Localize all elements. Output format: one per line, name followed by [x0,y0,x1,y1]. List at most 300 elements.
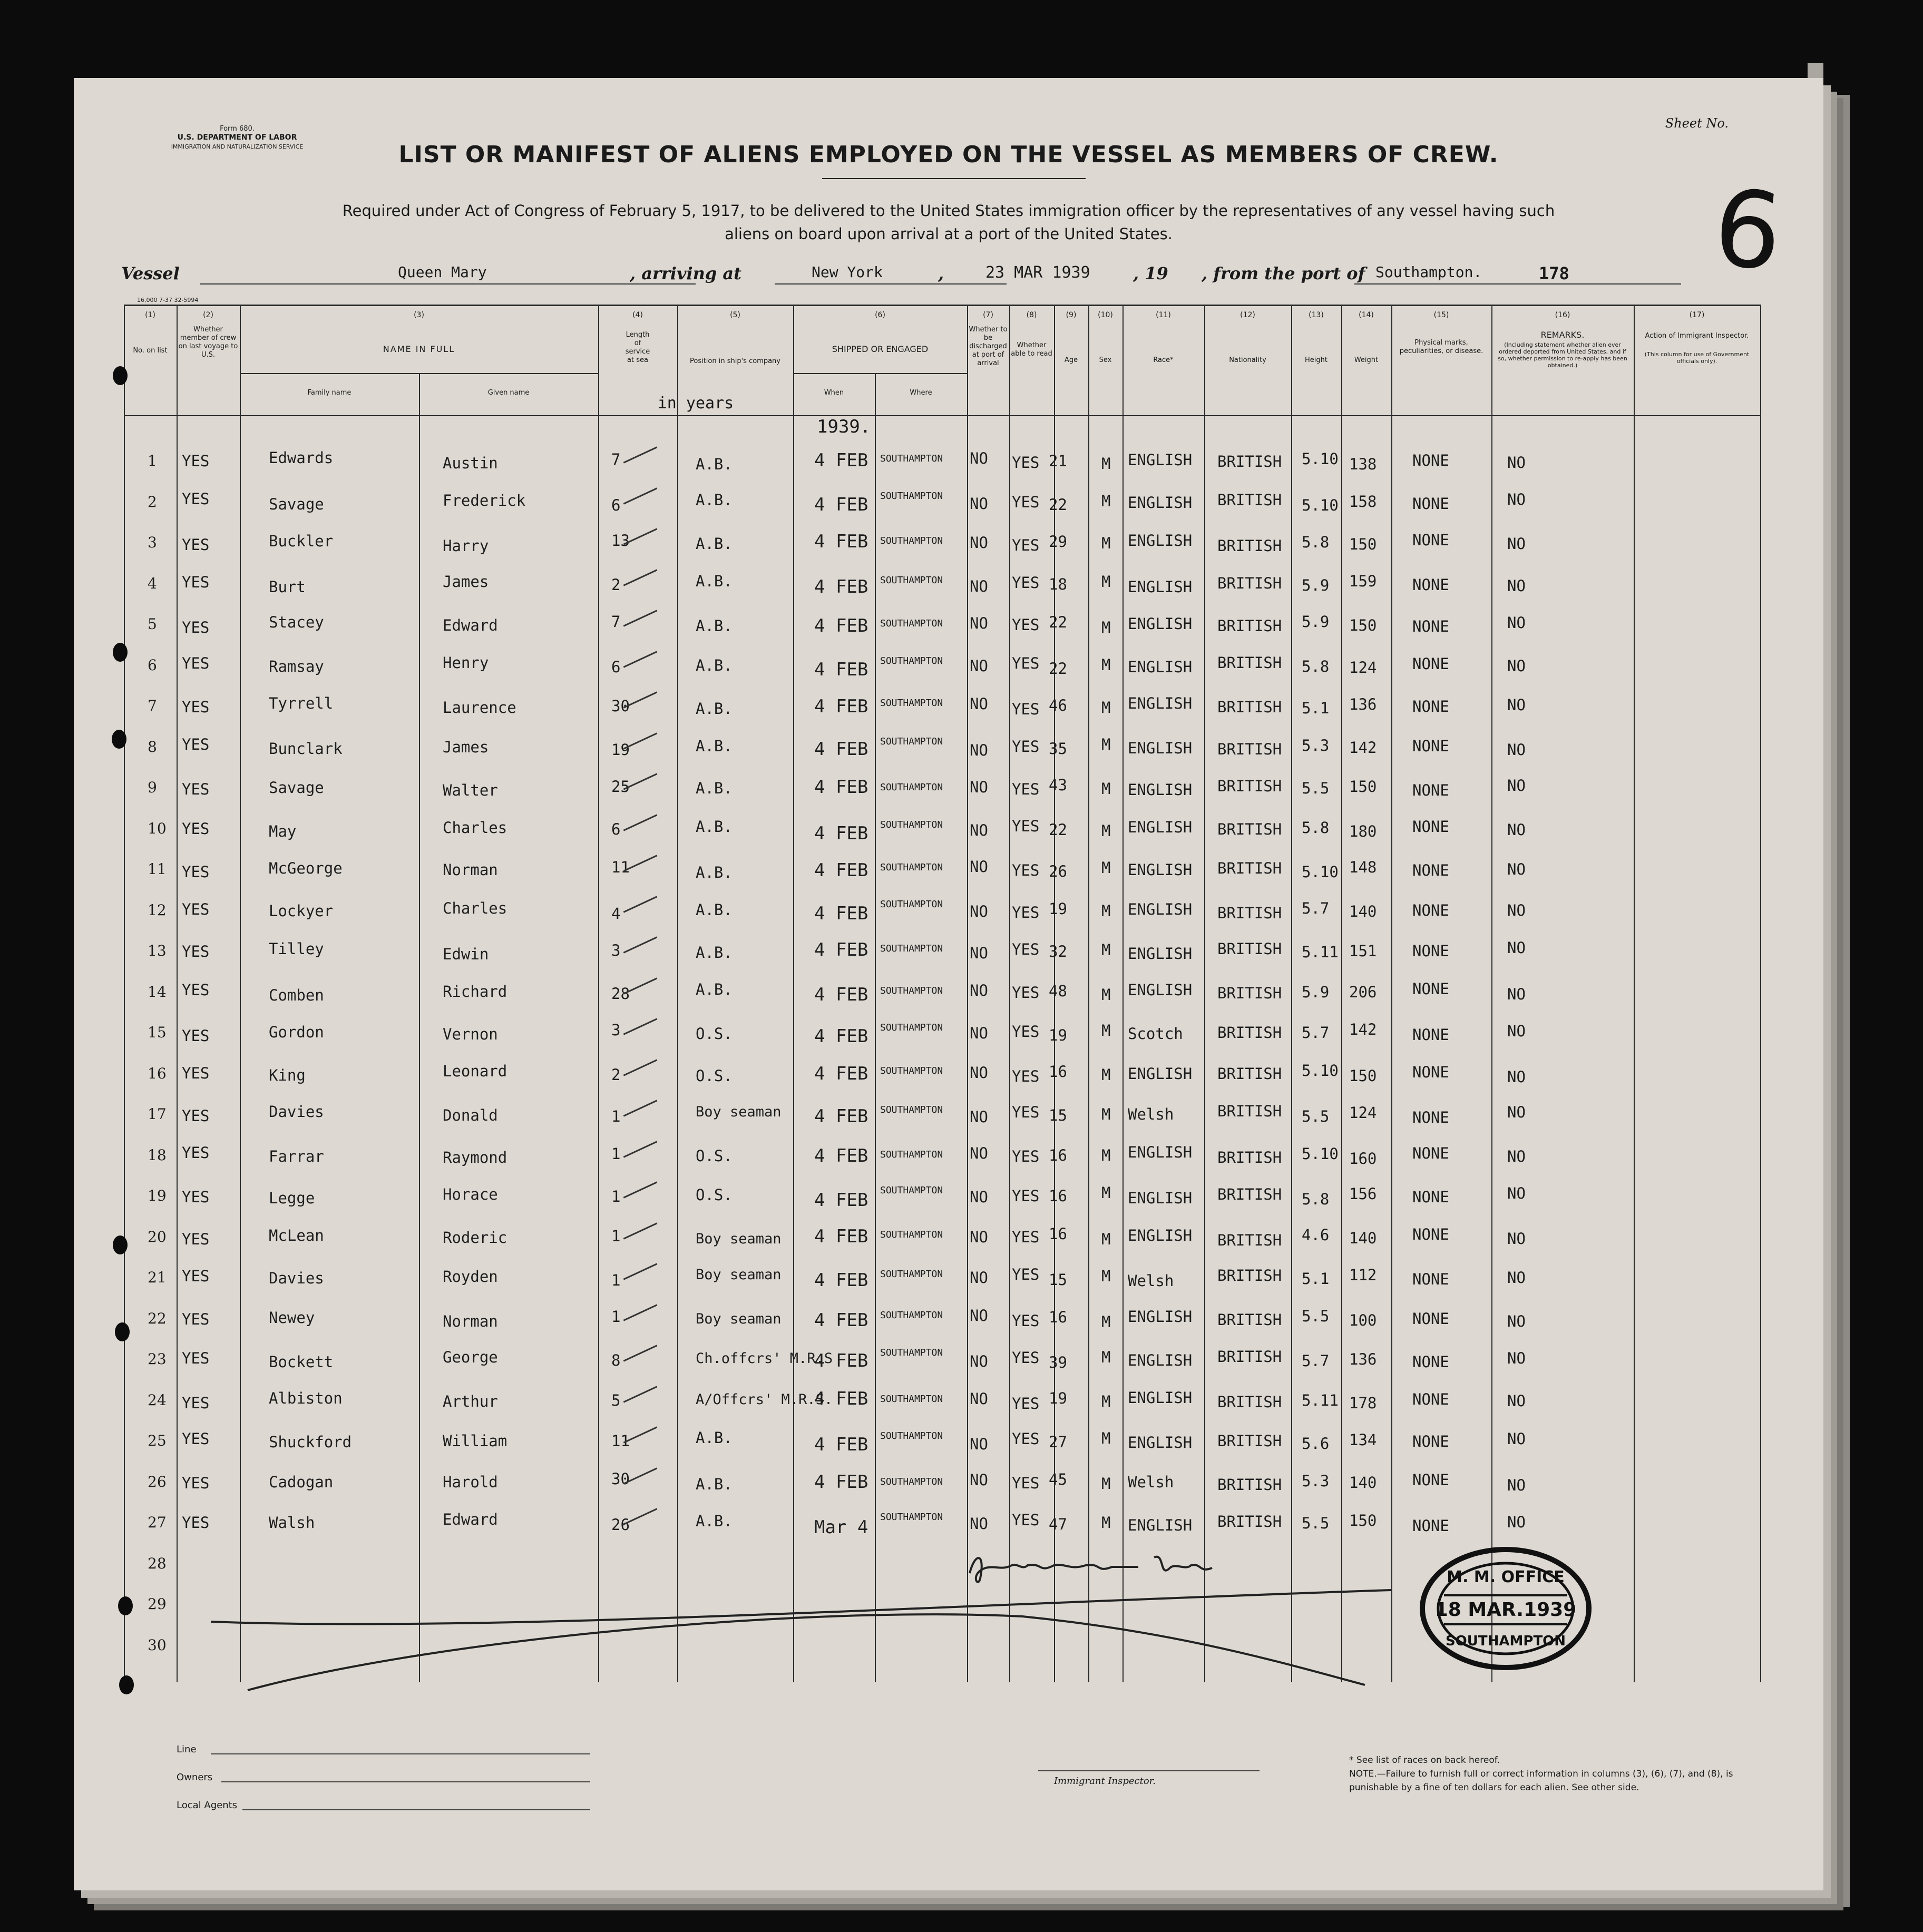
cell-remarks: NO [1507,576,1526,595]
col-label-weight: Weight [1354,356,1379,364]
cell-height: 5.9 [1302,576,1330,594]
cell-service: 1 [611,1144,621,1163]
cell-service: 1 [611,1271,621,1289]
cell-given: Charles [443,818,507,837]
cell-marks: NONE [1412,1433,1449,1450]
cell-when: 4 FEB [814,1350,868,1371]
col-label-read: Whether able to read [1011,341,1052,358]
cell-marks: NONE [1412,654,1449,673]
row-number: 18 [148,1146,167,1164]
cell-nationality: BRITISH [1217,491,1282,509]
check-mark [623,936,658,953]
table-row [74,1131,1823,1171]
cell-nationality: BRITISH [1217,1102,1282,1120]
check-mark [623,1263,658,1280]
col-number-c16: (16) [1555,311,1570,319]
table-row [74,518,1823,558]
cell-sex: M [1101,1230,1111,1248]
cell-sex: M [1101,1392,1111,1410]
cell-where: SOUTHAMPTON [880,985,943,996]
col-label-service: Length of service at sea [625,331,650,364]
cell-when: 4 FEB [814,860,868,881]
cell-weight: 160 [1349,1149,1377,1168]
cell-height: 5.7 [1302,1024,1330,1042]
cell-given: Edwin [443,945,489,963]
cell-when: 4 FEB [814,1106,868,1127]
line-rule [211,1753,590,1754]
col-number-c1: (1) [145,311,155,319]
cell-family: Legge [269,1189,315,1207]
cell-where: SOUTHAMPTON [880,1065,943,1076]
cell-when: 4 FEB [814,1388,868,1409]
row-number: 21 [148,1269,167,1286]
cell-where: SOUTHAMPTON [880,943,943,954]
cell-position: Ch.offcrs' M.R.S [696,1350,833,1367]
table-row [74,1498,1823,1538]
cell-position: Boy seaman [696,1104,782,1120]
cell-weight: 142 [1349,1021,1377,1038]
cell-race: ENGLISH [1128,451,1193,469]
cell-weight: 112 [1349,1266,1377,1284]
cell-marks: NONE [1412,1309,1449,1328]
cell-position: A.B. [696,700,733,718]
cell-given: Harry [443,537,489,555]
cell-read: YES [1012,1067,1040,1085]
vessel-name: Queen Mary [398,263,487,281]
cell-weight: 140 [1349,1229,1377,1247]
cell-when: 4 FEB [814,1270,868,1291]
departure-port: Southampton. [1375,263,1482,281]
cell-sex: M [1101,1184,1111,1202]
cell-when: 4 FEB [814,903,868,924]
check-mark [623,1181,658,1198]
col-number-c9: (9) [1066,311,1077,319]
cell-race: Scotch [1128,1025,1183,1043]
cell-weight: 100 [1349,1311,1377,1329]
binder-hole [119,1675,134,1694]
cell-discharge: NO [970,902,988,920]
cell-weight: 124 [1349,1104,1377,1122]
cell-age: 22 [1049,659,1067,678]
sheet-no-label: Sheet No. [1665,116,1729,131]
cell-given: George [443,1348,498,1366]
shipped-subheader-rule [793,373,967,374]
owners-label: Owners [177,1772,213,1783]
cell-height: 5.10 [1302,1061,1339,1080]
cell-read: YES [1012,940,1040,958]
cell-weight: 140 [1349,902,1377,920]
cell-weight: 150 [1349,1512,1377,1529]
cell-age: 15 [1049,1271,1067,1289]
cell-weight: 140 [1349,1473,1377,1492]
check-mark [623,651,658,668]
cell-marks: NONE [1412,737,1449,755]
cell-weight: 142 [1349,738,1377,757]
row-number: 14 [148,983,167,1001]
cell-marks: NONE [1412,942,1449,960]
cell-nationality: BRITISH [1217,574,1282,592]
cell-service: 3 [611,1021,621,1039]
cell-service: 1 [611,1107,621,1125]
cell-prev: YES [182,698,210,716]
cell-family: Lockyer [269,901,334,920]
cell-service: 3 [611,942,621,959]
cell-height: 5.5 [1302,1514,1330,1532]
cell-when: 4 FEB [814,939,868,960]
cell-where: SOUTHAMPTON [880,819,943,830]
cell-height: 5.10 [1302,1144,1339,1163]
cell-race: ENGLISH [1128,1064,1193,1083]
cell-age: 16 [1049,1187,1067,1205]
cell-discharge: NO [970,695,988,713]
cell-prev: YES [182,1027,210,1045]
cell-prev: YES [182,1267,210,1285]
cell-weight: 180 [1349,822,1377,840]
arriving-label: , arriving at [630,263,741,283]
year-label: , 19 [1133,263,1168,283]
cell-marks: NONE [1412,617,1449,635]
table-row [74,681,1823,722]
cell-given: Norman [443,861,498,879]
cell-remarks: NO [1507,614,1526,632]
footnote-races: * See list of races on back hereof. [1349,1755,1500,1766]
cell-remarks: NO [1507,535,1526,553]
col-number-c2: (2) [203,311,213,319]
cell-height: 4.6 [1302,1225,1330,1244]
cell-height: 5.10 [1302,863,1339,881]
stamp-date: 18 MAR.1939 [1434,1599,1577,1621]
cell-age: 16 [1049,1224,1067,1243]
cell-position: A.B. [696,980,733,998]
subtitle-line-1: Required under Act of Congress of February 5, 1917, to be delivered to the United States immigration officer by the representatives of any vessel having such [342,202,1555,220]
cell-service: 2 [611,575,621,594]
cell-position: A.B. [696,1429,733,1447]
cell-remarks: NO [1507,1022,1526,1040]
cell-position: A.B. [696,864,733,881]
cell-race: ENGLISH [1128,1351,1193,1369]
cell-age: 16 [1049,1146,1067,1164]
cell-marks: NONE [1412,781,1449,799]
cell-given: Norman [443,1312,498,1330]
cell-given: Arthur [443,1392,498,1410]
cell-service: 4 [611,904,621,923]
cell-where: SOUTHAMPTON [880,698,943,709]
check-mark [623,1304,658,1321]
cell-marks: NONE [1412,1063,1449,1081]
cell-age: 35 [1049,739,1067,758]
col-label-action: Action of Immigrant Inspector. [1645,332,1749,340]
check-mark [623,814,658,831]
cell-sex: M [1101,780,1111,798]
inspector-signature [964,1542,1333,1589]
cell-age: 32 [1049,943,1067,960]
cell-marks: NONE [1412,901,1449,919]
cell-marks: NONE [1412,494,1449,513]
cell-given: Vernon [443,1025,498,1043]
col-number-c13: (13) [1309,311,1324,319]
cell-discharge: NO [970,1024,988,1042]
cell-position: Boy seaman [696,1267,782,1283]
cell-marks: NONE [1412,1188,1449,1206]
table-row [74,845,1823,885]
cell-prev: YES [182,1394,210,1412]
cell-where: SOUTHAMPTON [880,1476,943,1487]
cell-race: Welsh [1128,1272,1174,1290]
cell-age: 43 [1049,776,1067,794]
col-label-name: NAME IN FULL [383,344,455,354]
cell-discharge: NO [970,1188,988,1206]
cell-remarks: NO [1507,1391,1526,1410]
cell-height: 5.3 [1302,1472,1330,1490]
cell-race: ENGLISH [1128,694,1193,712]
cell-weight: 178 [1349,1394,1377,1412]
cell-prev: YES [182,863,210,881]
cell-position: O.S. [696,1146,733,1165]
cell-given: Edward [443,616,498,634]
cell-race: Welsh [1128,1473,1174,1491]
from-underline [1354,283,1681,285]
cell-sex: M [1101,1267,1111,1285]
cell-service: 8 [611,1351,621,1369]
cell-service: 1 [611,1307,621,1326]
office-stamp [1419,1545,1593,1672]
cell-weight: 159 [1349,572,1377,590]
cell-when: 4 FEB [814,1434,868,1455]
cell-where: SOUTHAMPTON [880,898,943,910]
cell-prev: YES [182,1107,210,1125]
cell-age: 19 [1049,1026,1067,1044]
cell-service: 11 [611,1432,630,1450]
cell-sex: M [1101,859,1111,877]
stacked-sheet-edge [1829,95,1850,1907]
cell-nationality: BRITISH [1217,537,1282,555]
cell-remarks: NO [1507,985,1526,1003]
cell-sex: M [1101,1065,1111,1084]
row-number: 7 [148,697,157,714]
col-label-when: When [824,389,844,397]
table-row [74,886,1823,926]
row-number: 20 [148,1228,167,1245]
cell-marks: NONE [1412,979,1449,998]
title-rule [822,178,1086,179]
cell-sex: M [1101,492,1111,510]
cell-weight: 151 [1349,942,1377,960]
cell-position: A.B. [696,1475,733,1493]
cell-prev: YES [182,1188,210,1206]
cell-nationality: BRITISH [1217,820,1282,838]
cell-when: 4 FEB [814,450,868,471]
cell-when: 4 FEB [814,1309,868,1331]
cell-service: 30 [611,1469,630,1488]
row-number: 26 [148,1473,167,1490]
cell-marks: NONE [1412,861,1449,879]
cell-marks: NONE [1412,452,1449,469]
cell-prev: YES [182,1430,210,1448]
row-number: 27 [148,1514,167,1531]
table-row [74,1253,1823,1293]
cell-nationality: BRITISH [1217,1267,1282,1284]
cell-sex: M [1101,821,1111,840]
row-number: 3 [148,534,157,551]
cell-age: 19 [1049,899,1067,918]
subtitle-line-2: aliens on board upon arrival at a port of the United States. [725,225,1173,243]
cell-nationality: BRITISH [1217,859,1282,877]
cell-position: A.B. [696,779,733,797]
cell-height: 5.6 [1302,1435,1330,1453]
cell-when: 4 FEB [814,738,868,760]
cell-nationality: BRITISH [1217,777,1282,795]
cell-service: 1 [611,1188,621,1205]
row-number: 29 [148,1595,167,1613]
cell-race: ENGLISH [1128,1516,1193,1534]
cell-sex: M [1101,941,1111,959]
cell-sex: M [1101,1146,1111,1164]
table-row [74,1212,1823,1253]
cell-family: McGeorge [269,859,343,877]
cell-race: ENGLISH [1128,532,1193,550]
vessel-row [74,263,1823,295]
arrival-port: New York [812,263,883,281]
cell-race: ENGLISH [1128,980,1193,999]
cell-family: May [269,822,297,840]
cell-where: SOUTHAMPTON [880,782,943,793]
col-label-discharge: Whether to be discharged at port of arrival [969,326,1008,367]
cell-remarks: NO [1507,1430,1526,1448]
cell-remarks: NO [1507,1312,1526,1330]
cell-nationality: BRITISH [1217,453,1282,470]
cell-where: SOUTHAMPTON [880,453,943,464]
cell-race: ENGLISH [1128,818,1193,836]
cell-family: Savage [269,779,324,797]
cell-position: O.S. [696,1025,733,1043]
cell-service: 28 [611,984,630,1003]
cell-prev: YES [182,619,210,636]
cell-when: 4 FEB [814,1190,868,1211]
col-label-action-note: (This column for use of Government officials only). [1644,351,1750,365]
cell-family: Gordon [269,1023,324,1041]
table-row [74,1376,1823,1416]
stamp-top-text: M. M. OFFICE [1447,1568,1565,1586]
cell-read: YES [1012,700,1040,718]
cell-where: SOUTHAMPTON [880,618,943,629]
col-number-c15: (15) [1433,311,1449,319]
name-subheader-rule [240,373,598,374]
cell-discharge: NO [970,1389,988,1408]
cell-position: A.B. [696,817,733,836]
cell-weight: 150 [1349,535,1377,553]
cell-when: 4 FEB [814,576,868,597]
cell-given: Leonard [443,1062,507,1080]
cell-prev: YES [182,654,210,672]
cell-remarks: NO [1507,1476,1526,1494]
cell-prev: YES [182,735,210,753]
cell-age: 22 [1049,495,1067,514]
row-number: 30 [148,1636,167,1654]
cell-age: 16 [1049,1062,1067,1081]
cell-marks: NONE [1412,1109,1449,1126]
cell-discharge: NO [970,494,988,513]
cell-remarks: NO [1507,1067,1526,1086]
cell-discharge: NO [970,981,988,999]
cell-where: SOUTHAMPTON [880,1269,943,1280]
cell-where: SOUTHAMPTON [880,1512,943,1523]
cell-nationality: BRITISH [1217,617,1282,635]
cell-height: 5.5 [1302,779,1330,797]
cell-discharge: NO [970,1470,988,1489]
check-mark [623,1100,658,1116]
cell-weight: 206 [1349,983,1377,1001]
table-row [74,804,1823,845]
cell-read: YES [1012,780,1040,798]
cell-read: YES [1012,1511,1040,1529]
table-row [74,967,1823,1008]
check-mark [623,1345,658,1361]
cell-sex: M [1101,619,1111,636]
cell-age: 46 [1049,697,1067,714]
cell-family: Farrar [269,1147,324,1165]
check-mark [623,487,658,504]
table-row [74,1294,1823,1335]
cell-remarks: NO [1507,860,1526,878]
cell-when: 4 FEB [814,494,868,515]
cell-weight: 150 [1349,616,1377,634]
cell-discharge: NO [970,1306,988,1325]
col-number-c3: (3) [414,311,424,319]
cell-height: 5.10 [1302,496,1339,514]
cell-sex: M [1101,1429,1111,1447]
cell-where: SOUTHAMPTON [880,1229,943,1240]
agents-rule [242,1809,590,1810]
cell-position: Boy seaman [696,1310,782,1327]
cell-position: A.B. [696,535,733,553]
cell-height: 5.8 [1302,533,1330,551]
cell-nationality: BRITISH [1217,1310,1282,1329]
cell-height: 5.11 [1302,1391,1339,1409]
row-number: 23 [148,1350,167,1368]
cell-prev: YES [182,536,210,554]
col-label-sex: Sex [1099,356,1112,364]
check-mark [623,446,658,463]
cell-service: 2 [611,1065,621,1084]
cell-sex: M [1101,1514,1111,1532]
cell-race: ENGLISH [1128,739,1193,757]
cell-discharge: NO [970,1352,988,1370]
cell-marks: NONE [1412,575,1449,594]
vessel-underline [200,283,696,285]
cell-prev: YES [182,980,210,999]
cell-given: Royden [443,1268,498,1286]
stamp-bottom-text: SOUTHAMPTON [1445,1633,1566,1649]
print-code: 16,000 7-37 32-5994 [137,297,199,303]
cell-remarks: NO [1507,901,1526,919]
check-mark [623,1141,658,1158]
cell-prev: YES [182,452,210,470]
cell-position: Boy seaman [696,1230,782,1247]
cell-discharge: NO [970,1435,988,1453]
cell-marks: NONE [1412,1225,1449,1243]
row-number: 12 [148,901,167,919]
cell-read: YES [1012,493,1040,511]
department-name: U.S. DEPARTMENT OF LABOR [177,133,297,142]
cell-age: 48 [1049,982,1067,1000]
cell-discharge: NO [970,741,988,759]
cell-discharge: NO [970,656,988,675]
cell-discharge: NO [970,944,988,962]
cell-given: Austin [443,454,498,472]
from-port-label: , from the port of [1202,263,1365,283]
cell-race: ENGLISH [1128,1307,1193,1326]
cell-remarks: NO [1507,696,1526,714]
